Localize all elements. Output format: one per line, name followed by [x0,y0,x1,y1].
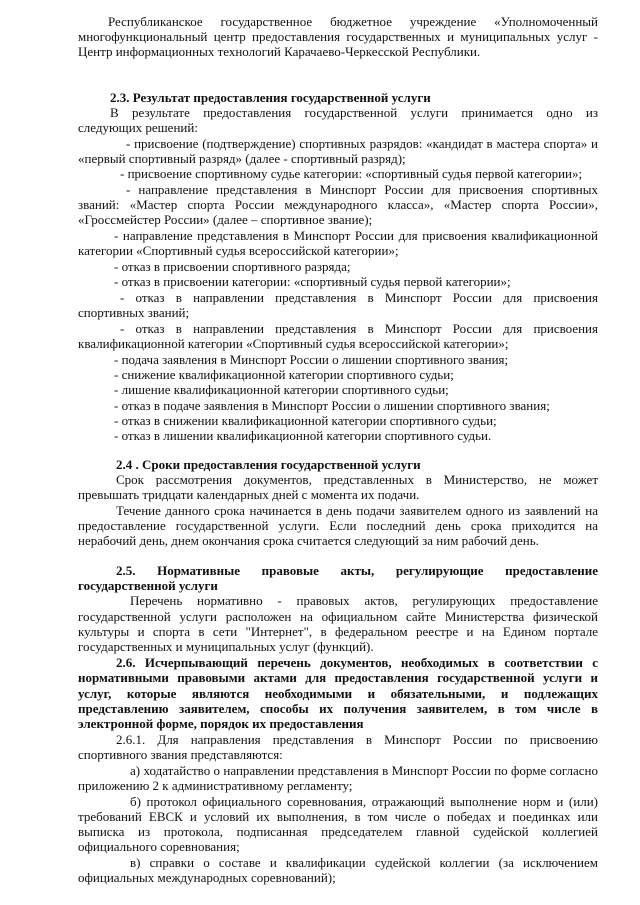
paragraph-line: Срок рассмотрения документов, представленных в Министерство, не может [116,472,598,487]
paragraph-line: превышать тридцати календарных дней с момента их подачи. [78,487,420,502]
list-item: званий: «Мастер спорта России международного класса», «Мастер спорта России», [78,197,598,212]
list-item: - направление представления в Минспорт России для присвоения квалификационной [114,228,598,243]
list-item: - отказ в снижении квалификационной категории спортивного судьи; [114,413,497,428]
list-item: выписка из протокола, подписанная председателем главной судейской коллегией [78,824,598,839]
section-heading-2-3: 2.3. Результат предоставления государственной услуги [110,90,431,105]
paragraph-line: государственных и муниципальных услуг (функций). [78,639,374,654]
section-heading-2-5: государственной услуги [78,578,218,593]
paragraph-line: Перечень нормативно - правовых актов, регулирующих предоставление [130,593,598,608]
list-item: «первый спортивный разряд» (далее - спортивный разряд); [78,151,406,166]
list-item: - отказ в лишении квалификационной категории спортивного судьи. [114,428,492,443]
paragraph-line: Течение данного срока начинается в день подачи заявителем одного из заявлений на [116,503,598,518]
list-item: - отказ в направлении представления в Минспорт России для присвоения [120,321,598,336]
intro-line: Республиканское государственное бюджетное учреждение «Уполномоченный [108,14,598,29]
paragraph-line: В результате предоставления государственной услуги принимается одно из [110,105,598,120]
list-item: требований ЕВСК и условий их выполнения, в том числе о победах и поединках или [78,809,598,824]
section-heading-2-6: представлению заявителем, способы их получения заявителем, в том числе в [78,701,598,716]
paragraph-line: нерабочий день, днем окончания срока считается следующий за ним рабочий день. [78,533,539,548]
list-item: - отказ в присвоении категории: «спортивный судья первой категории»; [114,274,511,289]
paragraph-line: спортивного звания представляются: [78,747,283,762]
list-item: приложению 2 к административному регламенту; [78,778,353,793]
list-item: квалификационной категории «Спортивный судья всероссийской категории»; [78,336,509,351]
paragraph-line: предоставление государственной услуги. Если последний день срока приходится на [78,518,598,533]
list-item: б) протокол официального соревнования, отражающий выполнение норм и (или) [130,794,598,809]
list-item: - направление представления в Минспорт России для присвоения спортивных [126,182,598,197]
list-item: - присвоение спортивному судье категории: «спортивный судья первой категории»; [120,166,583,181]
list-item: категории «Спортивный судья всероссийской категории»; [78,243,399,258]
paragraph-line: 2.6.1. Для направления представления в Минспорт России по присвоению [116,732,598,747]
section-heading-2-6: нормативными правовыми актами для предоставления государственной услуги и [78,670,598,685]
section-heading-2-6: электронной форме, порядок их предоставления [78,716,364,731]
list-item: - отказ в присвоении спортивного разряда; [114,259,351,274]
list-item: - подача заявления в Минспорт России о лишении спортивного звания; [114,352,509,367]
list-item: в) справки о составе и квалификации судейской коллегии (за исключением [130,855,598,870]
paragraph-line: культуры и спорта в сети "Интернет", в федеральном реестре и на Едином портале [78,624,598,639]
list-item: официальных международных соревнований); [78,870,336,885]
paragraph-line: следующих решений: [78,120,198,135]
section-heading-2-6: 2.6. Исчерпывающий перечень документов, необходимых в соответствии с [116,655,598,670]
section-heading-2-6: услуг, которые являются необходимыми и обязательными, и подлежащих [78,686,598,701]
section-heading-2-4: 2.4 . Сроки предоставления государственной услуги [116,457,421,472]
list-item: - присвоение (подтверждение) спортивных разрядов: «кандидат в мастера спорта» и [126,136,598,151]
list-item: - отказ в направлении представления в Минспорт России для присвоения [120,290,598,305]
intro-line: многофункциональный центр предоставления государственных и муниципальных услуг - [78,29,598,44]
list-item: - лишение квалификационной категории спортивного судьи; [114,382,449,397]
list-item: «Гроссмейстер России» (далее – спортивное звание); [78,212,373,227]
list-item: а) ходатайство о направлении представления в Минспорт России по форме согласно [130,763,598,778]
list-item: - снижение квалификационной категории спортивного судьи; [114,367,454,382]
list-item: спортивных званий; [78,305,190,320]
intro-line: Центр информационных технологий Карачаево-Черкесской Республики. [78,44,481,59]
list-item: официального соревнования; [78,839,240,854]
list-item: - отказ в подаче заявления в Минспорт России о лишении спортивного звания; [114,398,550,413]
section-heading-2-5: 2.5. Нормативные правовые акты, регулирующие предоставление [116,563,598,578]
paragraph-line: государственной услуги расположен на официальном сайте Министерства физической [78,609,598,624]
